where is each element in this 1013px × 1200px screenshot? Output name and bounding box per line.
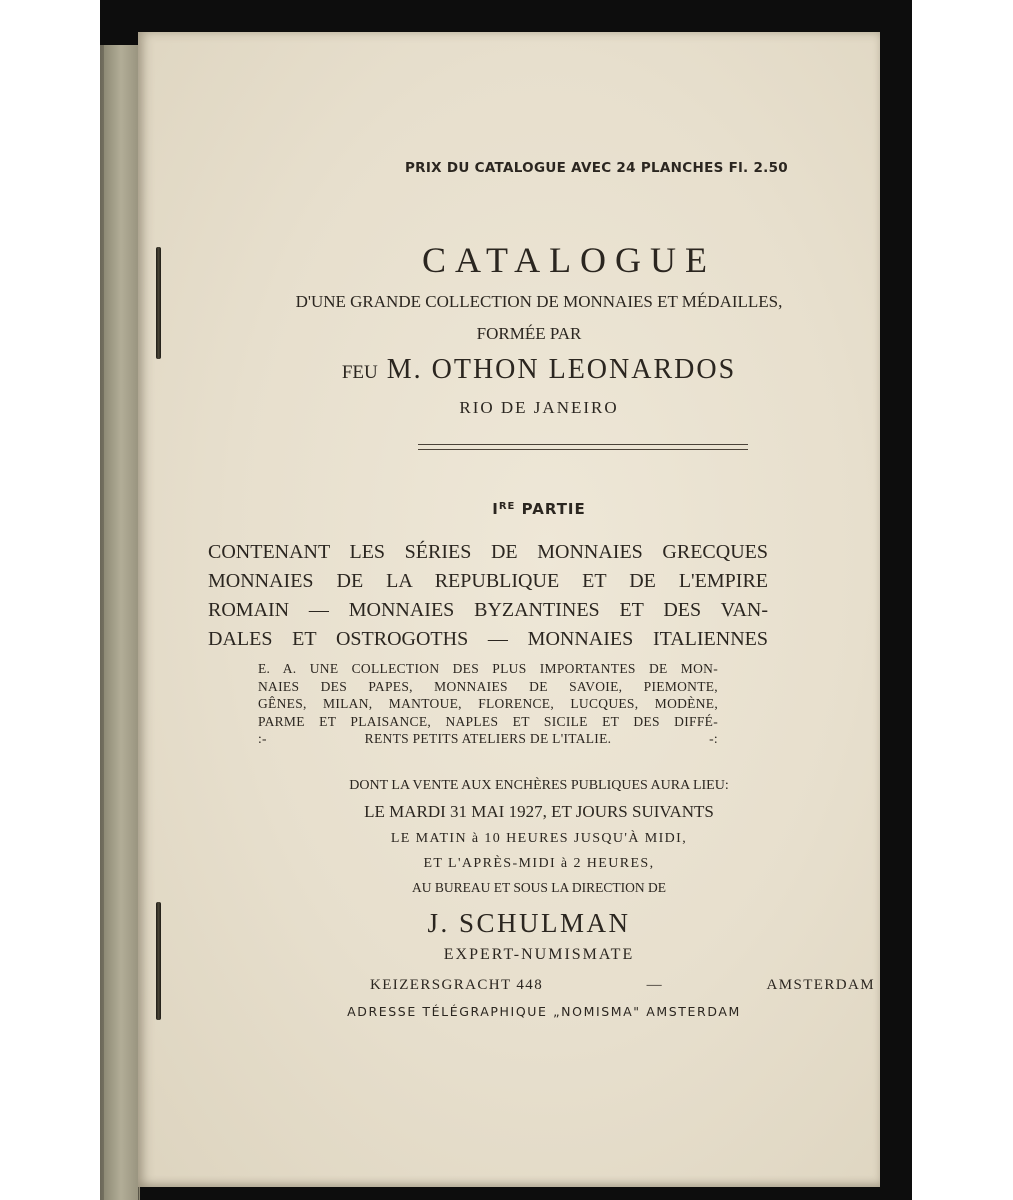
part-superscript: RE (498, 501, 516, 512)
page-content (138, 32, 880, 1187)
ornament-mark-left: :- (258, 731, 267, 746)
sale-hours-afternoon: ET L'APRÈS-MIDI à 2 HEURES, (423, 856, 655, 871)
collection-description (258, 660, 718, 748)
part-number: I (492, 500, 499, 518)
address-dash: — (646, 977, 664, 993)
collection-line: E. A. UNE COLLECTION DES PLUS IMPORTANTES DE MON- (258, 661, 718, 676)
expert-title: EXPERT-NUMISMATE (443, 946, 635, 963)
part-heading (168, 500, 910, 518)
series-line: DALES ET OSTROGOTHS — MONNAIES ITALIENNES (208, 628, 768, 650)
collection-line: NAIES DES PAPES, MONNAIES DE SAVOIE, PIEMONTE, (258, 678, 718, 694)
owner-name: M. OTHON LEONARDOS (386, 354, 737, 385)
expert-address (370, 977, 875, 994)
series-description (208, 538, 768, 654)
sale-date: LE MARDI 31 MAI 1927, ET JOURS SUIVANTS (364, 802, 714, 821)
expert-name: J. SCHULMAN (427, 908, 631, 938)
subtitle-line-2: FORMÉE PAR (476, 324, 582, 343)
telegraph-address: ADRESSE TÉLÉGRAPHIQUE „NOMISMA" AMSTERDAM (347, 1004, 741, 1019)
owner-prefix: FEU (341, 362, 378, 383)
address-street: KEIZERSGRACHT 448 (370, 977, 544, 993)
owner-city: RIO DE JANEIRO (459, 398, 619, 417)
part-label: PARTIE (521, 500, 586, 518)
title-page (138, 32, 880, 1187)
double-rule-divider (418, 444, 748, 450)
catalogue-price: PRIX DU CATALOGUE AVEC 24 PLANCHES Fl. 2.50 (404, 160, 788, 176)
collection-line: GÊNES, MILAN, MANTOUE, FLORENCE, LUCQUES, MODÈNE, (258, 696, 718, 711)
collection-last-text: RENTS PETITS ATELIERS DE L'ITALIE. (364, 731, 612, 746)
sale-hours-morning: LE MATIN à 10 HEURES JUSQU'À MIDI, (390, 831, 688, 846)
collection-line-last (258, 730, 718, 748)
collection-owner (168, 354, 910, 386)
series-line: CONTENANT LES SÉRIES DE MONNAIES GRECQUES (208, 541, 768, 563)
series-line: MONNAIES DE LA REPUBLIQUE ET DE L'EMPIRE (208, 570, 768, 592)
collection-line: PARME ET PLAISANCE, NAPLES ET SICILE ET DES DIFFÉ- (258, 713, 718, 729)
sale-intro: DONT LA VENTE AUX ENCHÈRES PUBLIQUES AURA LIEU: (349, 778, 729, 793)
ornament-mark-right: -: (709, 731, 718, 746)
address-city: AMSTERDAM (766, 977, 875, 993)
series-line: ROMAIN — MONNAIES BYZANTINES ET DES VAN- (208, 599, 768, 621)
dark-backdrop (100, 0, 912, 1200)
catalogue-title: CATALOGUE (421, 240, 717, 280)
sale-location: AU BUREAU ET SOUS LA DIRECTION DE (411, 880, 666, 895)
back-cover-edge (104, 45, 139, 1200)
subtitle-line-1: D'UNE GRANDE COLLECTION DE MONNAIES ET MÉDAILLES, (295, 292, 783, 311)
